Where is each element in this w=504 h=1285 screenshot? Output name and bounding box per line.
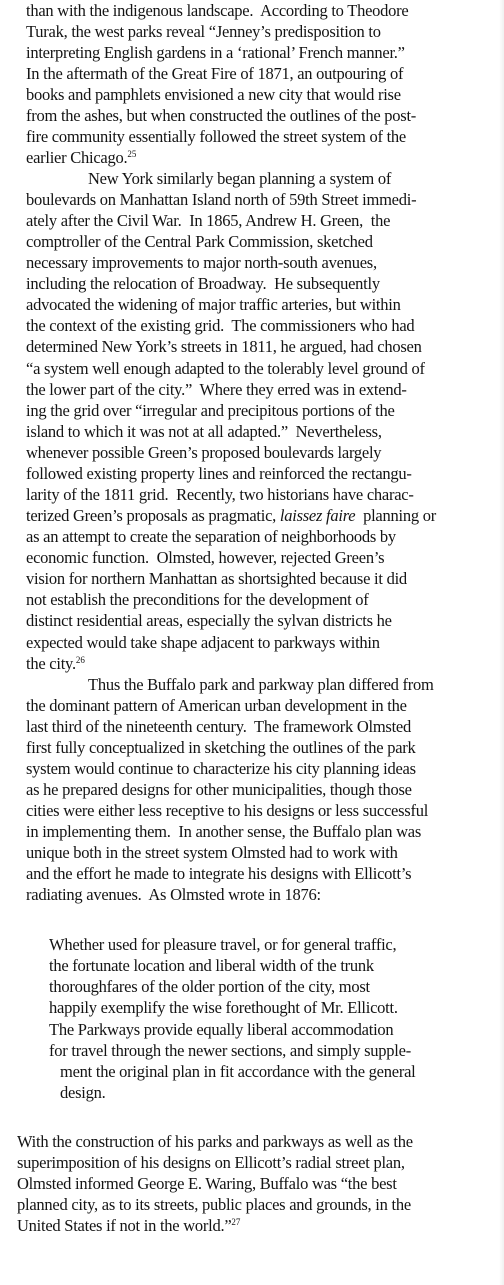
- line-text: necessary improvements to major north-south avenues,: [26, 253, 377, 272]
- text-line: [26, 802, 428, 820]
- text-line: [26, 549, 384, 567]
- line-text: the dominant pattern of American urban development in the: [26, 696, 407, 715]
- line-text: Whether used for pleasure travel, or for general traffic,: [49, 935, 397, 954]
- line-text: United States if not in the world.”: [17, 1216, 232, 1235]
- line-text: in implementing them. In another sense, the Buffalo plan was: [26, 822, 422, 841]
- text-line: [17, 1217, 240, 1235]
- line-text: first fully conceptualized in sketching the outlines of the park: [26, 738, 416, 757]
- line-text: design.: [60, 1083, 106, 1102]
- line-text: determined New York’s streets in 1811, he argued, had chosen: [26, 337, 422, 356]
- text-line: [26, 44, 405, 62]
- line-text: “a system well enough adapted to the tolerably level ground of: [26, 359, 425, 378]
- text-line: [26, 570, 407, 588]
- text-line: [26, 23, 381, 41]
- line-text: Olmsted informed George E. Waring, Buffalo was “the best: [17, 1174, 397, 1193]
- text-line: [26, 655, 85, 673]
- block-quote-line: [49, 999, 398, 1017]
- footnote-marker: 25: [127, 149, 137, 159]
- line-text: the city.: [26, 654, 76, 673]
- text-line: [26, 612, 392, 630]
- text-line: [26, 317, 414, 335]
- line-text: last third of the nineteenth century. The framework Olmsted: [26, 717, 412, 736]
- line-text: the context of the existing grid. The commissioners who had: [26, 316, 415, 335]
- text-line: [26, 254, 377, 272]
- line-text: the fortunate location and liberal width of the trunk: [49, 956, 374, 975]
- text-line: [26, 149, 136, 167]
- line-text: larity of the 1811 grid. Recently, two historians have charac-: [26, 485, 414, 504]
- line-text: economic function. Olmsted, however, rejected Green’s: [26, 548, 385, 567]
- line-text: island to which it was not at all adapted.” Nevertheless,: [26, 422, 382, 441]
- line-text: ing the grid over “irregular and precipitous portions of the: [26, 401, 395, 420]
- line-text-after: planning or: [355, 506, 436, 525]
- block-quote-line: [49, 978, 370, 996]
- line-text: expected would take shape adjacent to parkways within: [26, 633, 380, 652]
- block-quote-line: [60, 1084, 105, 1102]
- text-line: [26, 191, 416, 209]
- text-line: [26, 65, 403, 83]
- line-text: vision for northern Manhattan as shortsighted because it did: [26, 569, 407, 588]
- text-line: [26, 697, 407, 715]
- text-line: [88, 676, 434, 694]
- line-text: fire community essentially followed the street system of the: [26, 127, 406, 146]
- line-text: unique both in the street system Olmsted had to work with: [26, 843, 398, 862]
- block-quote-line: [49, 1021, 393, 1039]
- line-text: and the effort he made to integrate his designs with Ellicott’s: [26, 864, 412, 883]
- text-line: [88, 170, 391, 188]
- line-text: for travel through the newer sections, and simply supple-: [49, 1041, 411, 1060]
- line-text: from the ashes, but when constructed the outlines of the post-: [26, 106, 417, 125]
- text-line: [17, 1133, 413, 1151]
- text-line: [26, 844, 398, 862]
- text-line: [26, 86, 401, 104]
- line-text: boulevards on Manhattan Island north of 59th Street immedi-: [26, 190, 417, 209]
- text-line: [26, 760, 416, 778]
- block-quote-line: [49, 957, 374, 975]
- line-text: books and pamphlets envisioned a new city that would rise: [26, 85, 401, 104]
- text-line: [26, 591, 369, 609]
- line-text: superimposition of his designs on Ellicott’s radial street plan,: [17, 1153, 405, 1172]
- italic-phrase: laissez faire: [279, 506, 356, 525]
- line-text: Thus the Buffalo park and parkway plan differed from: [88, 675, 434, 694]
- line-text: followed existing property lines and reinforced the rectangu-: [26, 464, 412, 483]
- line-text: comptroller of the Central Park Commission, sketched: [26, 232, 373, 251]
- text-line: [26, 381, 407, 399]
- line-text: New York similarly began planning a system of: [88, 169, 392, 188]
- block-quote-line: [49, 936, 396, 954]
- block-quote-line: [49, 1042, 411, 1060]
- text-line: [17, 1175, 397, 1193]
- line-text: distinct residential areas, especially the sylvan districts he: [26, 611, 392, 630]
- line-text: whenever possible Green’s proposed boulevards largely: [26, 443, 382, 462]
- line-text: Turak, the west parks reveal “Jenney’s predisposition to: [26, 22, 381, 41]
- line-text: than with the indigenous landscape. According to Theodore: [26, 1, 409, 20]
- text-line: [26, 107, 416, 125]
- text-line: [26, 444, 381, 462]
- line-text: The Parkways provide equally liberal accommodation: [49, 1020, 394, 1039]
- line-text: advocated the widening of major traffic arteries, but within: [26, 295, 401, 314]
- line-text: ately after the Civil War. In 1865, Andrew H. Green, the: [26, 211, 391, 230]
- text-line: [26, 739, 416, 757]
- text-line: [26, 338, 422, 356]
- text-line: [26, 128, 406, 146]
- block-quote-line: [60, 1063, 415, 1081]
- text-line: [26, 296, 401, 314]
- text-line: [26, 781, 412, 799]
- text-line: [26, 634, 380, 652]
- footnote-marker: 26: [75, 655, 85, 665]
- text-line: [26, 886, 321, 904]
- text-line: [26, 423, 382, 441]
- text-line: [26, 865, 411, 883]
- line-text: as an attempt to create the separation of neighborhoods by: [26, 527, 396, 546]
- line-text: system would continue to characterize his city planning ideas: [26, 759, 416, 778]
- line-text: radiating avenues. As Olmsted wrote in 1876:: [26, 885, 321, 904]
- text-line: [26, 402, 395, 420]
- text-line: [26, 212, 390, 230]
- line-text: the lower part of the city.” Where they erred was in extend-: [26, 380, 407, 399]
- text-line: [26, 233, 373, 251]
- line-text: including the relocation of Broadway. He subsequently: [26, 274, 380, 293]
- line-text: cities were either less receptive to his designs or less successful: [26, 801, 429, 820]
- line-text: In the aftermath of the Great Fire of 1871, an outpouring of: [26, 64, 404, 83]
- line-text: not establish the preconditions for the development of: [26, 590, 369, 609]
- text-line: [26, 275, 380, 293]
- line-text: happily exemplify the wise forethought of Mr. Ellicott.: [49, 998, 398, 1017]
- line-text: earlier Chicago.: [26, 148, 128, 167]
- text-line: [26, 507, 436, 525]
- text-line: [26, 486, 414, 504]
- text-line: [26, 528, 396, 546]
- line-text: ment the original plan in fit accordance with the general: [60, 1062, 416, 1081]
- line-text: thoroughfares of the older portion of the city, most: [49, 977, 370, 996]
- text-line: [26, 718, 411, 736]
- text-line: [26, 2, 408, 20]
- line-text: With the construction of his parks and parkways as well as the: [17, 1132, 413, 1151]
- line-text: planned city, as to its streets, public places and grounds, in the: [17, 1195, 411, 1214]
- line-text: terized Green’s proposals as pragmatic,: [26, 506, 280, 525]
- line-text: as he prepared designs for other municipalities, though those: [26, 780, 412, 799]
- page-edge-shadow: [499, 0, 504, 1285]
- text-line: [17, 1196, 411, 1214]
- line-text: interpreting English gardens in a ‘rational’ French manner.”: [26, 43, 405, 62]
- text-line: [26, 360, 425, 378]
- text-line: [26, 823, 421, 841]
- text-line: [26, 465, 412, 483]
- text-line: [17, 1154, 405, 1172]
- footnote-marker: 27: [231, 1217, 241, 1227]
